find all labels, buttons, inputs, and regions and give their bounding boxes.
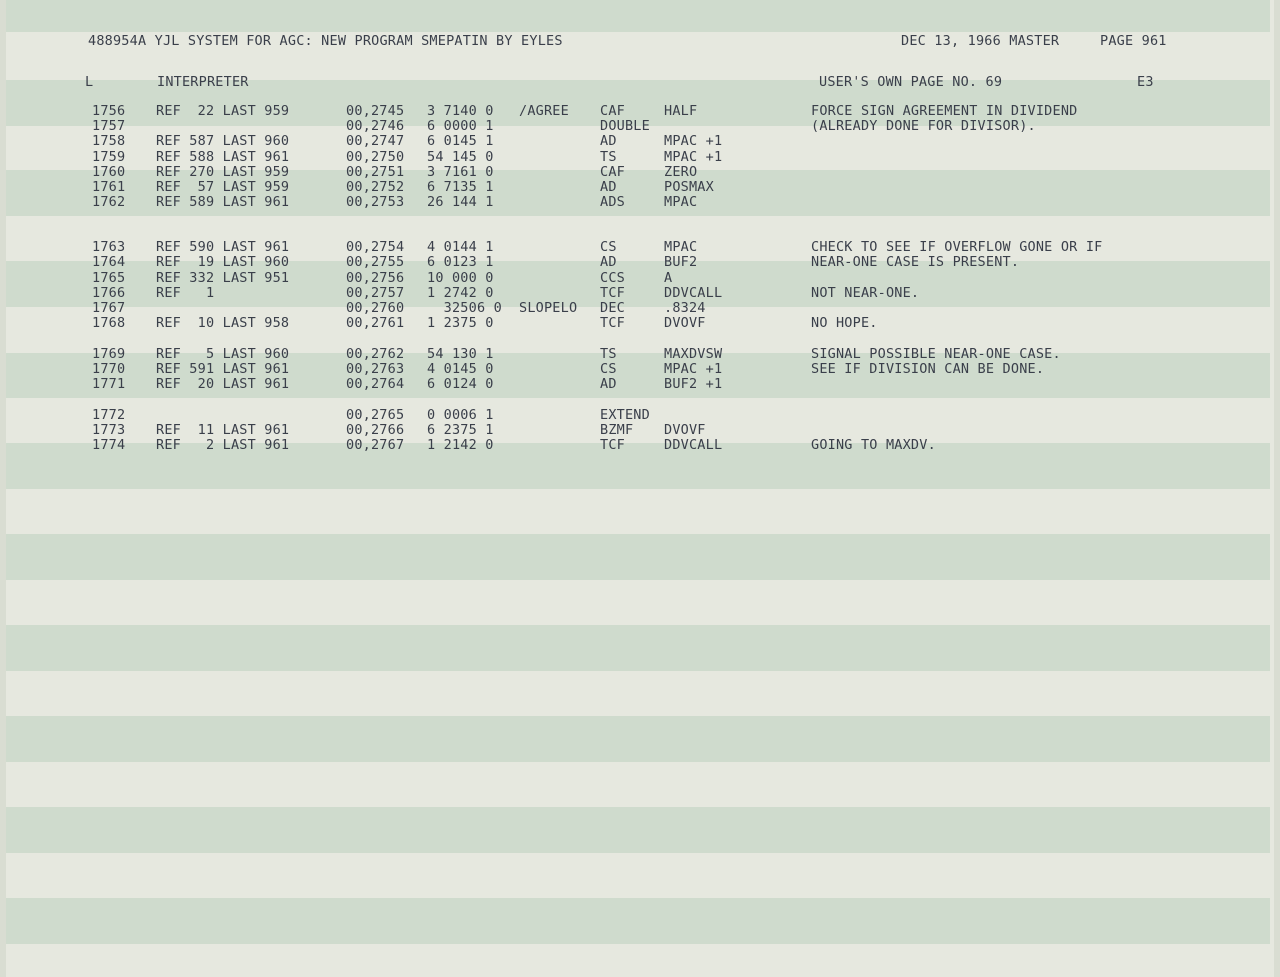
comment: NOT NEAR-ONE.	[811, 285, 920, 301]
line-number: 1760	[92, 164, 126, 180]
line-number: 1758	[92, 133, 126, 149]
octal-code: 6 7135 1	[427, 179, 494, 195]
address: 00,2750	[346, 149, 405, 165]
ref-column: REF 1	[156, 285, 215, 301]
section-name: INTERPRETER	[157, 74, 249, 90]
ref-column: REF 588 LAST 961	[156, 149, 290, 165]
address: 00,2761	[346, 315, 405, 331]
operand: DDVCALL	[664, 437, 723, 453]
green-bar-band	[6, 807, 1270, 853]
line-number: 1770	[92, 361, 126, 377]
operand: .8324	[664, 300, 706, 316]
line-number: 1765	[92, 270, 126, 286]
octal-code: 54 130 1	[427, 346, 494, 362]
address: 00,2745	[346, 103, 405, 119]
octal-code: 4 0145 0	[427, 361, 494, 377]
comment: GOING TO MAXDV.	[811, 437, 936, 453]
comment: NO HOPE.	[811, 315, 878, 331]
ref-column: REF 270 LAST 959	[156, 164, 290, 180]
line-number: 1774	[92, 437, 126, 453]
ref-column: REF 587 LAST 960	[156, 133, 290, 149]
operand: HALF	[664, 103, 698, 119]
users-page-number: USER'S OWN PAGE NO. 69	[819, 74, 1003, 90]
octal-code: 54 145 0	[427, 149, 494, 165]
line-number: 1771	[92, 376, 126, 392]
listing-flag: L	[85, 74, 94, 90]
ref-column: REF 57 LAST 959	[156, 179, 290, 195]
address: 00,2753	[346, 194, 405, 210]
opcode: CAF	[600, 164, 625, 180]
ref-column: REF 11 LAST 961	[156, 422, 290, 438]
line-number: 1763	[92, 239, 126, 255]
ref-column: REF 2 LAST 961	[156, 437, 290, 453]
octal-code: 26 144 1	[427, 194, 494, 210]
opcode: TS	[600, 346, 617, 362]
opcode: CAF	[600, 103, 625, 119]
opcode: BZMF	[600, 422, 634, 438]
line-number: 1756	[92, 103, 126, 119]
operand: MPAC +1	[664, 361, 723, 377]
green-bar-band	[6, 534, 1270, 580]
address: 00,2763	[346, 361, 405, 377]
opcode: DOUBLE	[600, 118, 650, 134]
operand: MPAC	[664, 239, 698, 255]
address: 00,2756	[346, 270, 405, 286]
line-number: 1762	[92, 194, 126, 210]
opcode: EXTEND	[600, 407, 650, 423]
opcode: CCS	[600, 270, 625, 286]
address: 00,2762	[346, 346, 405, 362]
opcode: DEC	[600, 300, 625, 316]
sheet-code: E3	[1137, 74, 1154, 90]
operand: POSMAX	[664, 179, 714, 195]
address: 00,2766	[346, 422, 405, 438]
octal-code: 0 0006 1	[427, 407, 494, 423]
opcode: TCF	[600, 315, 625, 331]
line-number: 1768	[92, 315, 126, 331]
ref-column: REF 5 LAST 960	[156, 346, 290, 362]
address: 00,2747	[346, 133, 405, 149]
opcode: ADS	[600, 194, 625, 210]
line-number: 1761	[92, 179, 126, 195]
opcode: TS	[600, 149, 617, 165]
green-bar-band	[6, 898, 1270, 944]
address: 00,2754	[346, 239, 405, 255]
opcode: AD	[600, 376, 617, 392]
comment: FORCE SIGN AGREEMENT IN DIVIDEND	[811, 103, 1078, 119]
line-number: 1757	[92, 118, 126, 134]
ref-column: REF 22 LAST 959	[156, 103, 290, 119]
green-bar-band	[6, 0, 1270, 32]
octal-code: 4 0144 1	[427, 239, 494, 255]
octal-code: 6 0124 0	[427, 376, 494, 392]
address: 00,2751	[346, 164, 405, 180]
line-number: 1764	[92, 254, 126, 270]
comment: (ALREADY DONE FOR DIVISOR).	[811, 118, 1036, 134]
address: 00,2752	[346, 179, 405, 195]
address: 00,2765	[346, 407, 405, 423]
opcode: CS	[600, 361, 617, 377]
green-bar-band	[6, 625, 1270, 671]
line-number: 1767	[92, 300, 126, 316]
address: 00,2746	[346, 118, 405, 134]
octal-code: 6 0145 1	[427, 133, 494, 149]
ref-column: REF 19 LAST 960	[156, 254, 290, 270]
operand: DVOVF	[664, 315, 706, 331]
operand: BUF2	[664, 254, 698, 270]
address: 00,2757	[346, 285, 405, 301]
operand: A	[664, 270, 673, 286]
comment: SIGNAL POSSIBLE NEAR-ONE CASE.	[811, 346, 1061, 362]
opcode: CS	[600, 239, 617, 255]
opcode: TCF	[600, 437, 625, 453]
line-number: 1769	[92, 346, 126, 362]
address: 00,2764	[346, 376, 405, 392]
paper-right-edge	[1274, 0, 1280, 977]
comment: SEE IF DIVISION CAN BE DONE.	[811, 361, 1045, 377]
ref-column: REF 590 LAST 961	[156, 239, 290, 255]
comment: NEAR-ONE CASE IS PRESENT.	[811, 254, 1020, 270]
address: 00,2760	[346, 300, 405, 316]
line-number: 1773	[92, 422, 126, 438]
octal-code: 3 7161 0	[427, 164, 494, 180]
operand: MPAC +1	[664, 133, 723, 149]
address: 00,2755	[346, 254, 405, 270]
ref-column: REF 591 LAST 961	[156, 361, 290, 377]
octal-code: 6 2375 1	[427, 422, 494, 438]
operand: DDVCALL	[664, 285, 723, 301]
ref-column: REF 589 LAST 961	[156, 194, 290, 210]
opcode: AD	[600, 179, 617, 195]
green-bar-band	[6, 716, 1270, 762]
ref-column: REF 10 LAST 958	[156, 315, 290, 331]
operand: ZERO	[664, 164, 698, 180]
octal-code: 3 7140 0	[427, 103, 494, 119]
ref-column: REF 332 LAST 951	[156, 270, 290, 286]
operand: MAXDVSW	[664, 346, 723, 362]
operand: DVOVF	[664, 422, 706, 438]
octal-code: 1 2375 0	[427, 315, 494, 331]
line-number: 1766	[92, 285, 126, 301]
octal-code: 6 0123 1	[427, 254, 494, 270]
octal-code: 1 2142 0	[427, 437, 494, 453]
comment: CHECK TO SEE IF OVERFLOW GONE OR IF	[811, 239, 1103, 255]
octal-code: 10 000 0	[427, 270, 494, 286]
statement-label: /AGREE	[519, 103, 569, 119]
line-number: 1772	[92, 407, 126, 423]
opcode: AD	[600, 254, 617, 270]
operand: MPAC +1	[664, 149, 723, 165]
operand: MPAC	[664, 194, 698, 210]
line-number: 1759	[92, 149, 126, 165]
opcode: TCF	[600, 285, 625, 301]
ref-column: REF 20 LAST 961	[156, 376, 290, 392]
opcode: AD	[600, 133, 617, 149]
page-number: PAGE 961	[1100, 33, 1167, 49]
octal-code: 6 0000 1	[427, 118, 494, 134]
octal-code: 32506 0	[427, 300, 502, 316]
statement-label: SLOPELO	[519, 300, 578, 316]
listing-date: DEC 13, 1966 MASTER	[901, 33, 1060, 49]
address: 00,2767	[346, 437, 405, 453]
listing-title: 488954A YJL SYSTEM FOR AGC: NEW PROGRAM SMEPATIN BY EYLES	[88, 33, 563, 49]
operand: BUF2 +1	[664, 376, 723, 392]
octal-code: 1 2742 0	[427, 285, 494, 301]
